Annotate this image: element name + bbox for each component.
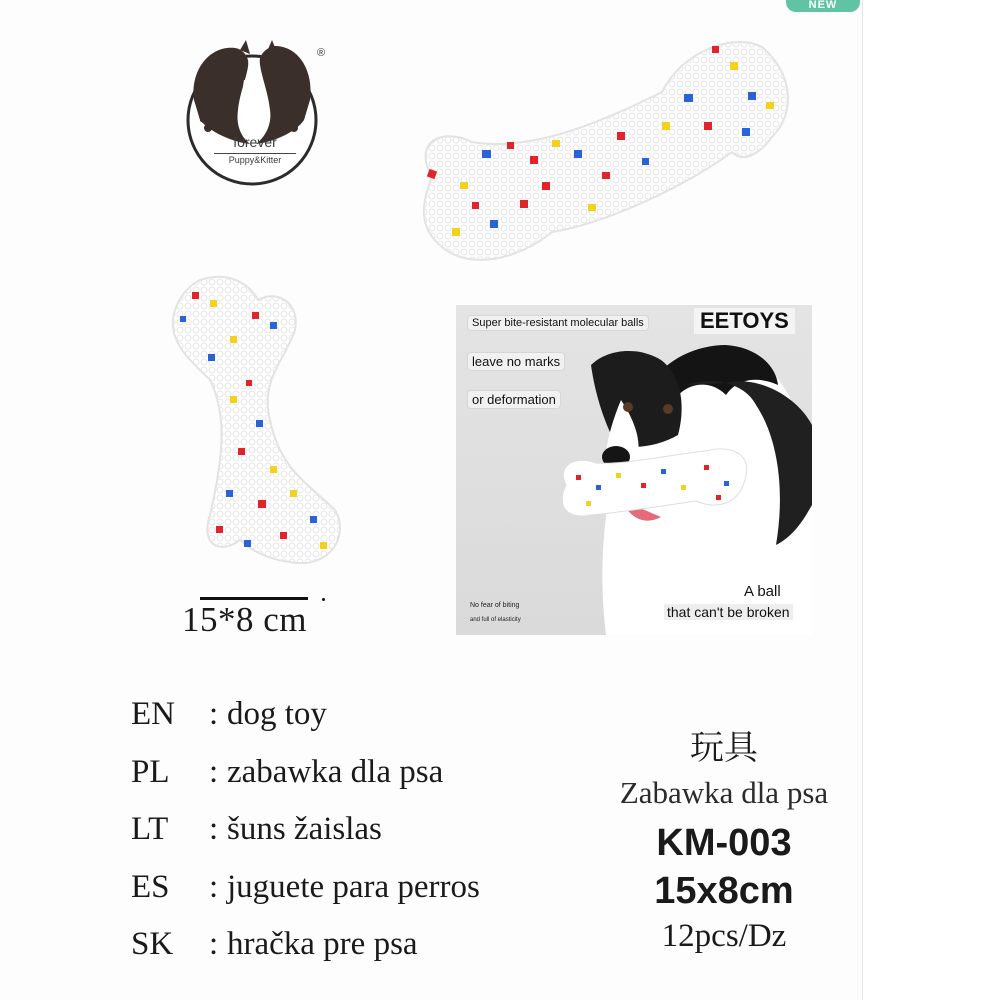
translation-row: EN : dog toy (131, 696, 327, 732)
translation-text: zabawka dla psa (227, 753, 444, 790)
translation-row: LT : šuns žaislas (131, 811, 382, 847)
language-code: LT (131, 811, 169, 847)
registered-mark: ® (317, 47, 326, 59)
new-badge: NEW (786, 0, 860, 12)
tagline-no-deformation: or deformation (468, 391, 560, 408)
eetoys-brand: EETOYS (694, 308, 795, 334)
product-dimensions: 15x8cm (654, 870, 794, 912)
translation-row: ES : juguete para perros (131, 868, 480, 905)
polish-product-name: Zabawka dla psa (619, 775, 829, 810)
translation-text: hračka pre psa (227, 926, 418, 962)
bone-toy-side-image (160, 270, 350, 570)
brand-logo-icon (180, 40, 330, 190)
ball-caption-2: that can't be broken (664, 604, 793, 620)
language-code: PL (131, 753, 170, 790)
bone-toy-top-image (412, 32, 796, 272)
size-label: 15*8 cm (182, 600, 308, 639)
page-right-margin (862, 0, 1000, 1000)
size-scale-dot (322, 598, 325, 601)
packing-quantity: 12pcs/Dz (661, 918, 787, 954)
tagline-no-marks: leave no marks (468, 353, 564, 370)
language-code: EN (131, 696, 175, 732)
translation-row: PL : zabawka dla psa (131, 753, 444, 790)
translation-text: juguete para perros (227, 868, 480, 905)
small-note-2: and full of elasticity (470, 617, 521, 623)
language-code: ES (131, 868, 170, 905)
model-number: KM-003 (656, 822, 792, 864)
translation-text: šuns žaislas (227, 811, 382, 847)
promo-photo (456, 305, 812, 635)
translation-text: dog toy (227, 696, 327, 732)
language-code: SK (131, 926, 174, 962)
translation-list (131, 696, 480, 984)
chinese-product-name: 玩具 (690, 728, 758, 768)
logo-brand-forever: forever (233, 134, 277, 150)
logo-brand-subtitle: Puppy&Kitter (214, 153, 296, 165)
translation-row: SK : hračka pre psa (131, 926, 418, 962)
small-note-1: No fear of biting (470, 602, 520, 609)
ball-caption-1: A ball (744, 583, 781, 600)
tagline-bite-resistant: Super bite-resistant molecular balls (468, 316, 648, 330)
